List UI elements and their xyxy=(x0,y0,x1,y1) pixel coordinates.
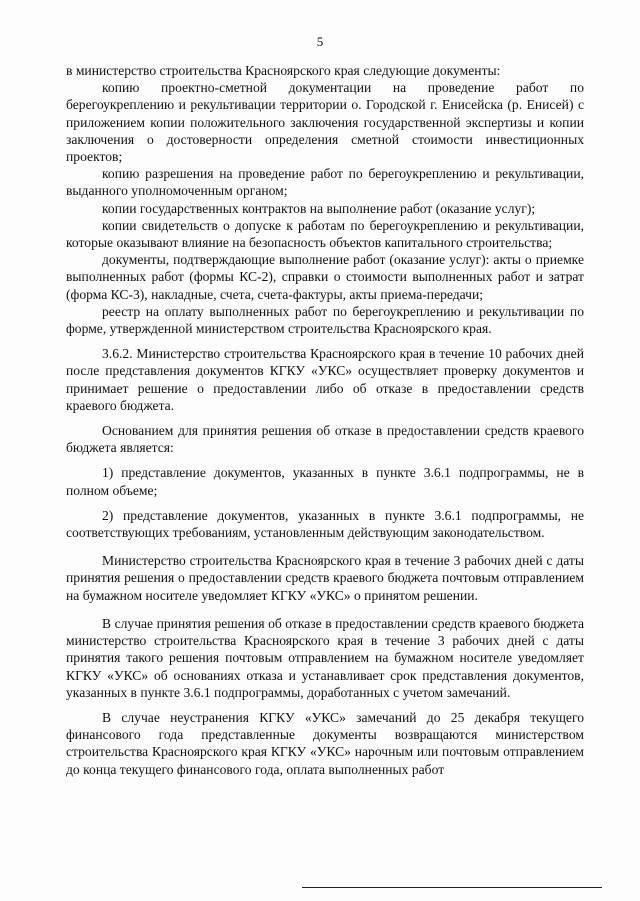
paragraph-ground-1: 1) представление документов, указанных в пункте 3.6.1 подпрограммы, не в полном объеме; xyxy=(66,465,584,498)
paragraph-item-work-documents: документы, подтверждающие выполнение работ (оказание услуг): акты о приемке выполненных работ (формы КС-2), справки о стоимости выполненных работ и затрат (форма КС-3), накладные, счета, счета-фактуры, акты приема-передачи; xyxy=(66,252,584,302)
paragraph-intro: в министерство строительства Красноярского края следующие документы: xyxy=(66,63,501,78)
paragraph-refusal-case: В случае принятия решения об отказе в предоставлении средств краевого бюджета министерство строительства Красноярского края в течение 3 рабочих дней с даты принятия такого решения почтовым отправлением на бумажном носителе уведомляет КГКУ «УКС» об основаниях отказа и устанавливает срок представления документов, указанных в пункте 3.6.1 подпрограммы, доработанных с учетом замечаний. xyxy=(66,615,584,700)
paragraph-item-contracts: копии государственных контрактов на выполнение работ (оказание услуг); xyxy=(102,200,536,216)
paragraph-item-design-docs: копию проектно-сметной документации на проведение работ по берегоукреплению и рекультивации территории о. Городской г. Енисейска (р. Енисей) с приложением копии положительного заключения государственной экспертизы и копии заключения о достоверности определения сметной стоимости инвестиционных проектов; xyxy=(66,80,584,165)
paragraph-item-certificates: копии свидетельств о допуске к работам по берегоукреплению и рекультивации, которые оказывают влияние на безопасность объектов капитального строительства; xyxy=(66,217,584,251)
page-number: 5 xyxy=(316,34,324,49)
paragraph-non-remediation: В случае неустранения КГКУ «УКС» замечаний до 25 декабря текущего финансового года представленные документы возвращаются министерством строительства Красноярского края КГКУ «УКС» нарочным или почтовым отправлением до конца текущего финансового года, оплата выполненных работ xyxy=(66,709,584,777)
footer-divider xyxy=(302,887,602,888)
paragraph-item-payment-register: реестр на оплату выполненных работ по берегоукреплению и рекультивации по форме, утвержденной министерством строительства Красноярского края. xyxy=(66,303,584,337)
paragraph-refusal-grounds: Основанием для принятия решения об отказе в предоставлении средств краевого бюджета является: xyxy=(66,423,584,456)
document-body xyxy=(66,62,584,778)
paragraph-notification: Министерство строительства Красноярского края в течение 3 рабочих дней с даты принятия решения о предоставлении средств краевого бюджета почтовым отправлением на бумажном носителе уведомляет КГКУ «УКС» о принятом решении. xyxy=(66,553,584,603)
paragraph-item-permit: копию разрешения на проведение работ по берегоукреплению и рекультивации, выданного уполномоченным органом; xyxy=(66,166,584,199)
paragraph-ground-2: 2) представление документов, указанных в пункте 3.6.1 подпрограммы, не соответствующих требованиям, установленным действующим законодательством. xyxy=(66,507,584,541)
paragraph-section-3-6-2: 3.6.2. Министерство строительства Красноярского края в течение 10 рабочих дней после представления документов КГКУ «УКС» осуществляет проверку документов и принимает решение о предоставлении либо об отказе в предоставлении средств краевого бюджета. xyxy=(66,346,584,413)
